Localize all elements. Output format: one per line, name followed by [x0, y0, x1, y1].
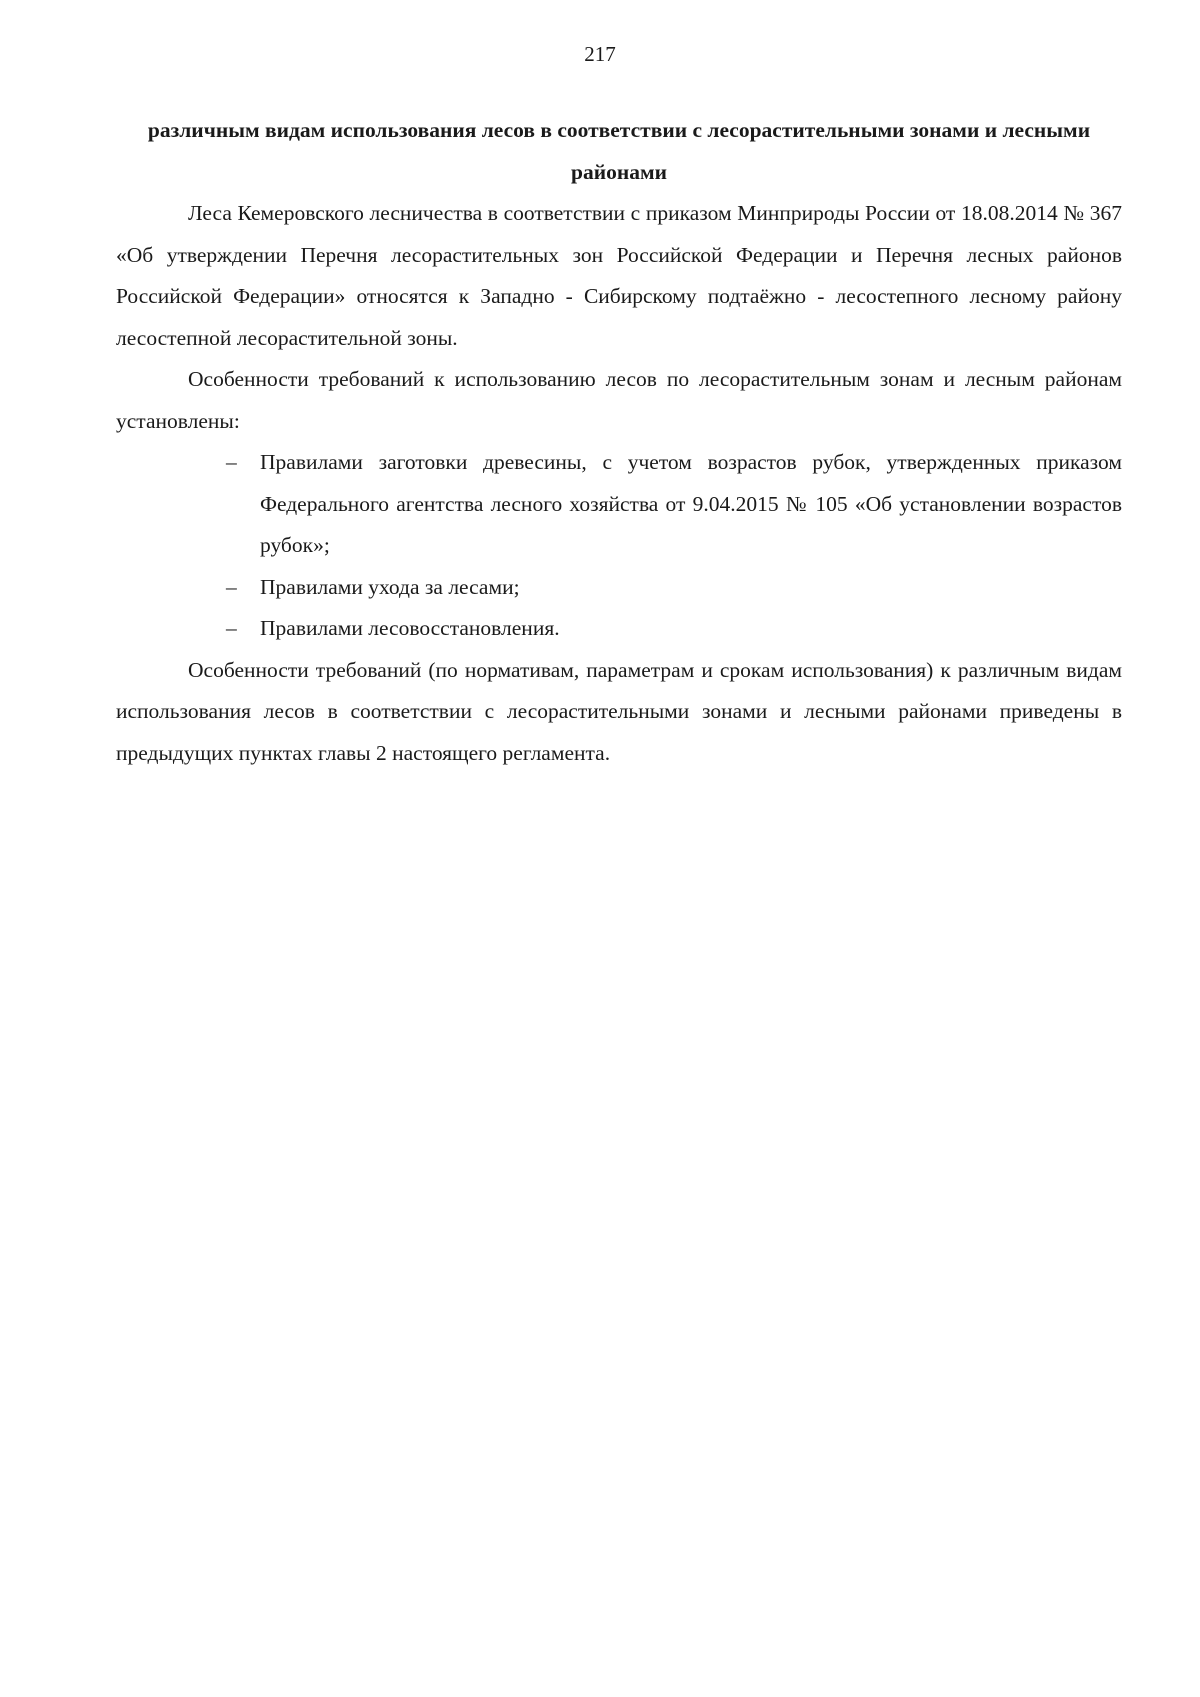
page-number: 217	[584, 42, 616, 66]
list-item-text: Правилами заготовки древесины, с учетом возрастов рубок, утвержденных приказом Федерального агентства лесного хозяйства от 9.04.2015 № 105 «Об установлении возрастов рубок»;	[260, 450, 1122, 557]
list-item	[226, 442, 1122, 567]
paragraph-forest-zones: Леса Кемеровского лесничества в соответствии с приказом Минприроды России от 18.08.2014 № 367 «Об утверждении Перечня лесорастительных зон Российской Федерации и Перечня лесных районов Российской Федерации» относятся к Западно - Сибирскому подтаёжно - лесостепного лесному району лесостепной лесорастительной зоны.	[116, 201, 1122, 350]
paragraph-requirements-intro: Особенности требований к использованию лесов по лесорастительным зонам и лесным районам установлены:	[116, 367, 1122, 433]
page-content	[116, 110, 1122, 774]
list-item	[226, 567, 1122, 609]
rules-list	[116, 442, 1122, 650]
list-item-text: Правилами ухода за лесами;	[260, 574, 520, 599]
dash-bullet: –	[226, 574, 237, 599]
paragraph-closing: Особенности требований (по нормативам, параметрам и срокам использования) к различным видам использования лесов в соответствии с лесорастительными зонами и лесными районами приведены в предыдущих пунктах главы 2 настоящего регламента.	[116, 657, 1122, 765]
list-item	[226, 608, 1122, 650]
section-heading: различным видам использования лесов в соответствии с лесорастительными зонами и лесными районами	[147, 118, 1091, 184]
dash-bullet: –	[226, 616, 237, 640]
dash-bullet: –	[226, 450, 237, 474]
list-item-text: Правилами лесовосстановления.	[260, 616, 560, 640]
